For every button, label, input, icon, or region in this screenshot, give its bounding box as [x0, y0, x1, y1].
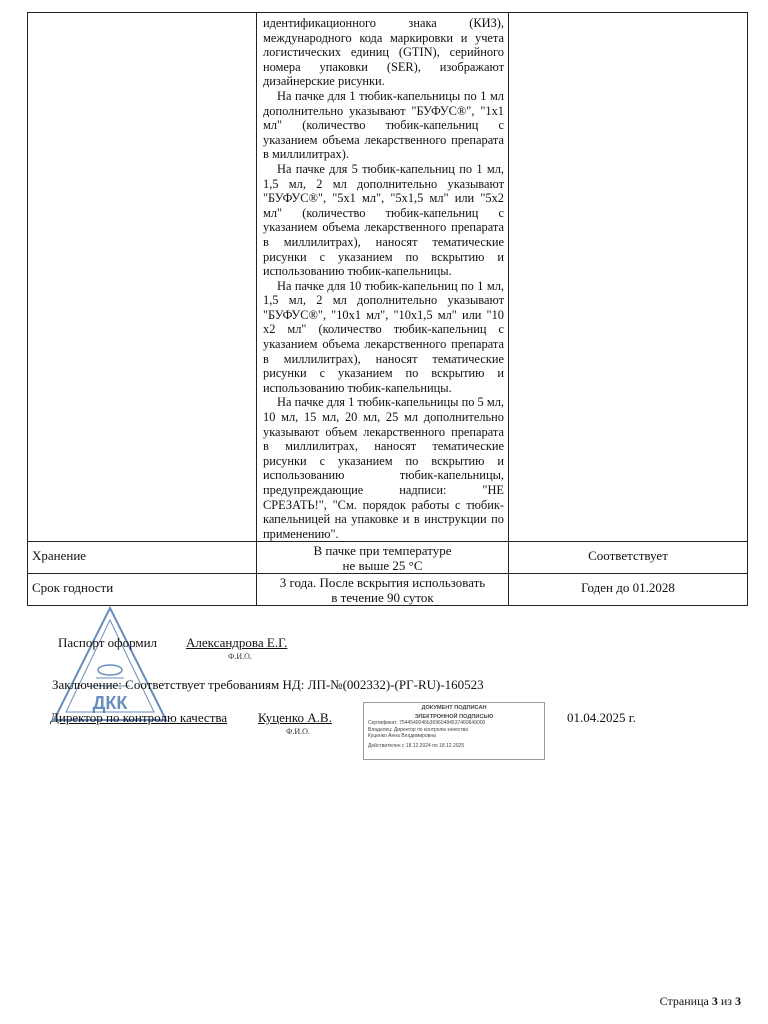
shelf-life-line2: в течение 90 суток	[331, 590, 434, 606]
director-label: Директор по контролю качества	[50, 710, 228, 725]
shelf-life-label: Срок годности	[32, 580, 114, 596]
packaging-description-cell	[257, 13, 509, 542]
stamp-monogram: ДКК	[92, 693, 128, 713]
conclusion-text: Заключение: Соответствует требованиям НД: ЛП-№(002332)-(РГ-RU)-160523	[52, 677, 484, 692]
description-paragraph: На пачке для 1 тюбик-капельницы по 1 мл дополнительно указывают "БУФУС®", "1х1 мл" (количество тюбик-капельниц с указанием объема лекарственного препарата в миллилитрах).	[263, 88, 504, 162]
shelf-life-requirement	[257, 574, 508, 605]
esig-owner-position: Владелец: Директор по контролю качества	[368, 726, 469, 733]
description-paragraph: идентификационного знака (КИЗ), международного кода маркировки и учета логистических единиц (GTIN), серийного номера упаковки (SER), изображают дизайнерские рисунки.	[263, 16, 504, 89]
page-total: 3	[735, 994, 741, 1008]
shelf-life-line1: 3 года. После вскрытия использовать	[279, 575, 486, 591]
spec-table	[27, 12, 748, 606]
table-row-packaging	[28, 13, 748, 542]
storage-label: Хранение	[32, 548, 87, 564]
description-paragraph: На пачке для 5 тюбик-капельниц по 1 мл, 1,5 мл, 2 мл дополнительно указывают "БУФУС®", "5х1 мл", "5х1,5 мл" или "5х2 мл" (количество тюбик-капельниц с указанием объема лекарственного препарата в миллилитрах), наносят тематические рисунки с указанием по вскрытию и использованию тюбик-капельницы.	[263, 161, 504, 279]
empty-label-cell	[28, 13, 257, 542]
electronic-signature-box	[363, 702, 545, 760]
esig-certificate: Сертификат: 7544540046b36960484537460649000	[368, 720, 486, 726]
description-paragraph: На пачке для 1 тюбик-капельницы по 5 мл, 10 мл, 15 мл, 20 мл, 25 мл дополнительно указывают объем лекарственного препарата в миллилитрах, наносят тематические рисунки с указанием по вскрытию и использованию тюбик-капельницы, предупреждающие надписи: "НЕ СРЕЗАТЬ!", "См. порядок работы с тюбик-капельницей на упаковке и в инструкции по применению".	[263, 395, 504, 541]
temperature-unit: °С	[408, 558, 423, 574]
shelf-life-result: Годен до 01.2028	[581, 580, 675, 596]
storage-result: Соответствует	[588, 548, 668, 564]
table-row-shelf-life	[28, 574, 748, 606]
director-name: Куценко А.В.	[258, 710, 332, 725]
description-paragraph: На пачке для 10 тюбик-капельниц по 1 мл, 1,5 мл, 2 мл дополнительно указывают "БУФУС®", "10х1 мл", "10х1,5 мл" или "10 х2 мл" (количество тюбик-капельниц с указанием объема лекарственного препарата в миллилитрах), наносят тематические рисунки с указанием по вскрытию и использованию тюбик-капельницы.	[263, 278, 504, 395]
storage-requirement-line2: не выше 25	[342, 558, 409, 574]
stamp-emblem	[98, 665, 122, 675]
page-label: Страница	[659, 994, 712, 1008]
passport-fio-caption: Ф.И.О.	[228, 652, 252, 661]
esig-validity: Действителен с 18.12.2024 по 18.12.2025	[368, 742, 465, 749]
esig-owner-name: Куценко Анна Владимировна	[368, 733, 436, 740]
passport-name: Александрова Е.Г.	[186, 635, 288, 650]
table-row-storage	[28, 542, 748, 574]
empty-result-cell	[509, 13, 748, 542]
storage-requirement	[257, 542, 508, 573]
director-fio-caption: Ф.И.О.	[286, 727, 310, 736]
page-number	[660, 994, 741, 1009]
passport-label: Паспорт оформил	[58, 635, 158, 650]
esig-title-2: ЭЛЕКТРОННОЙ ПОДПИСЬЮ	[414, 713, 494, 720]
signature-date: 01.04.2025 г.	[567, 710, 636, 725]
esig-title-1: ДОКУМЕНТ ПОДПИСАН	[421, 705, 487, 711]
page-current: 3	[711, 994, 718, 1008]
storage-requirement-line1: В пачке при температуре	[313, 543, 452, 559]
page-separator: из	[717, 994, 735, 1008]
